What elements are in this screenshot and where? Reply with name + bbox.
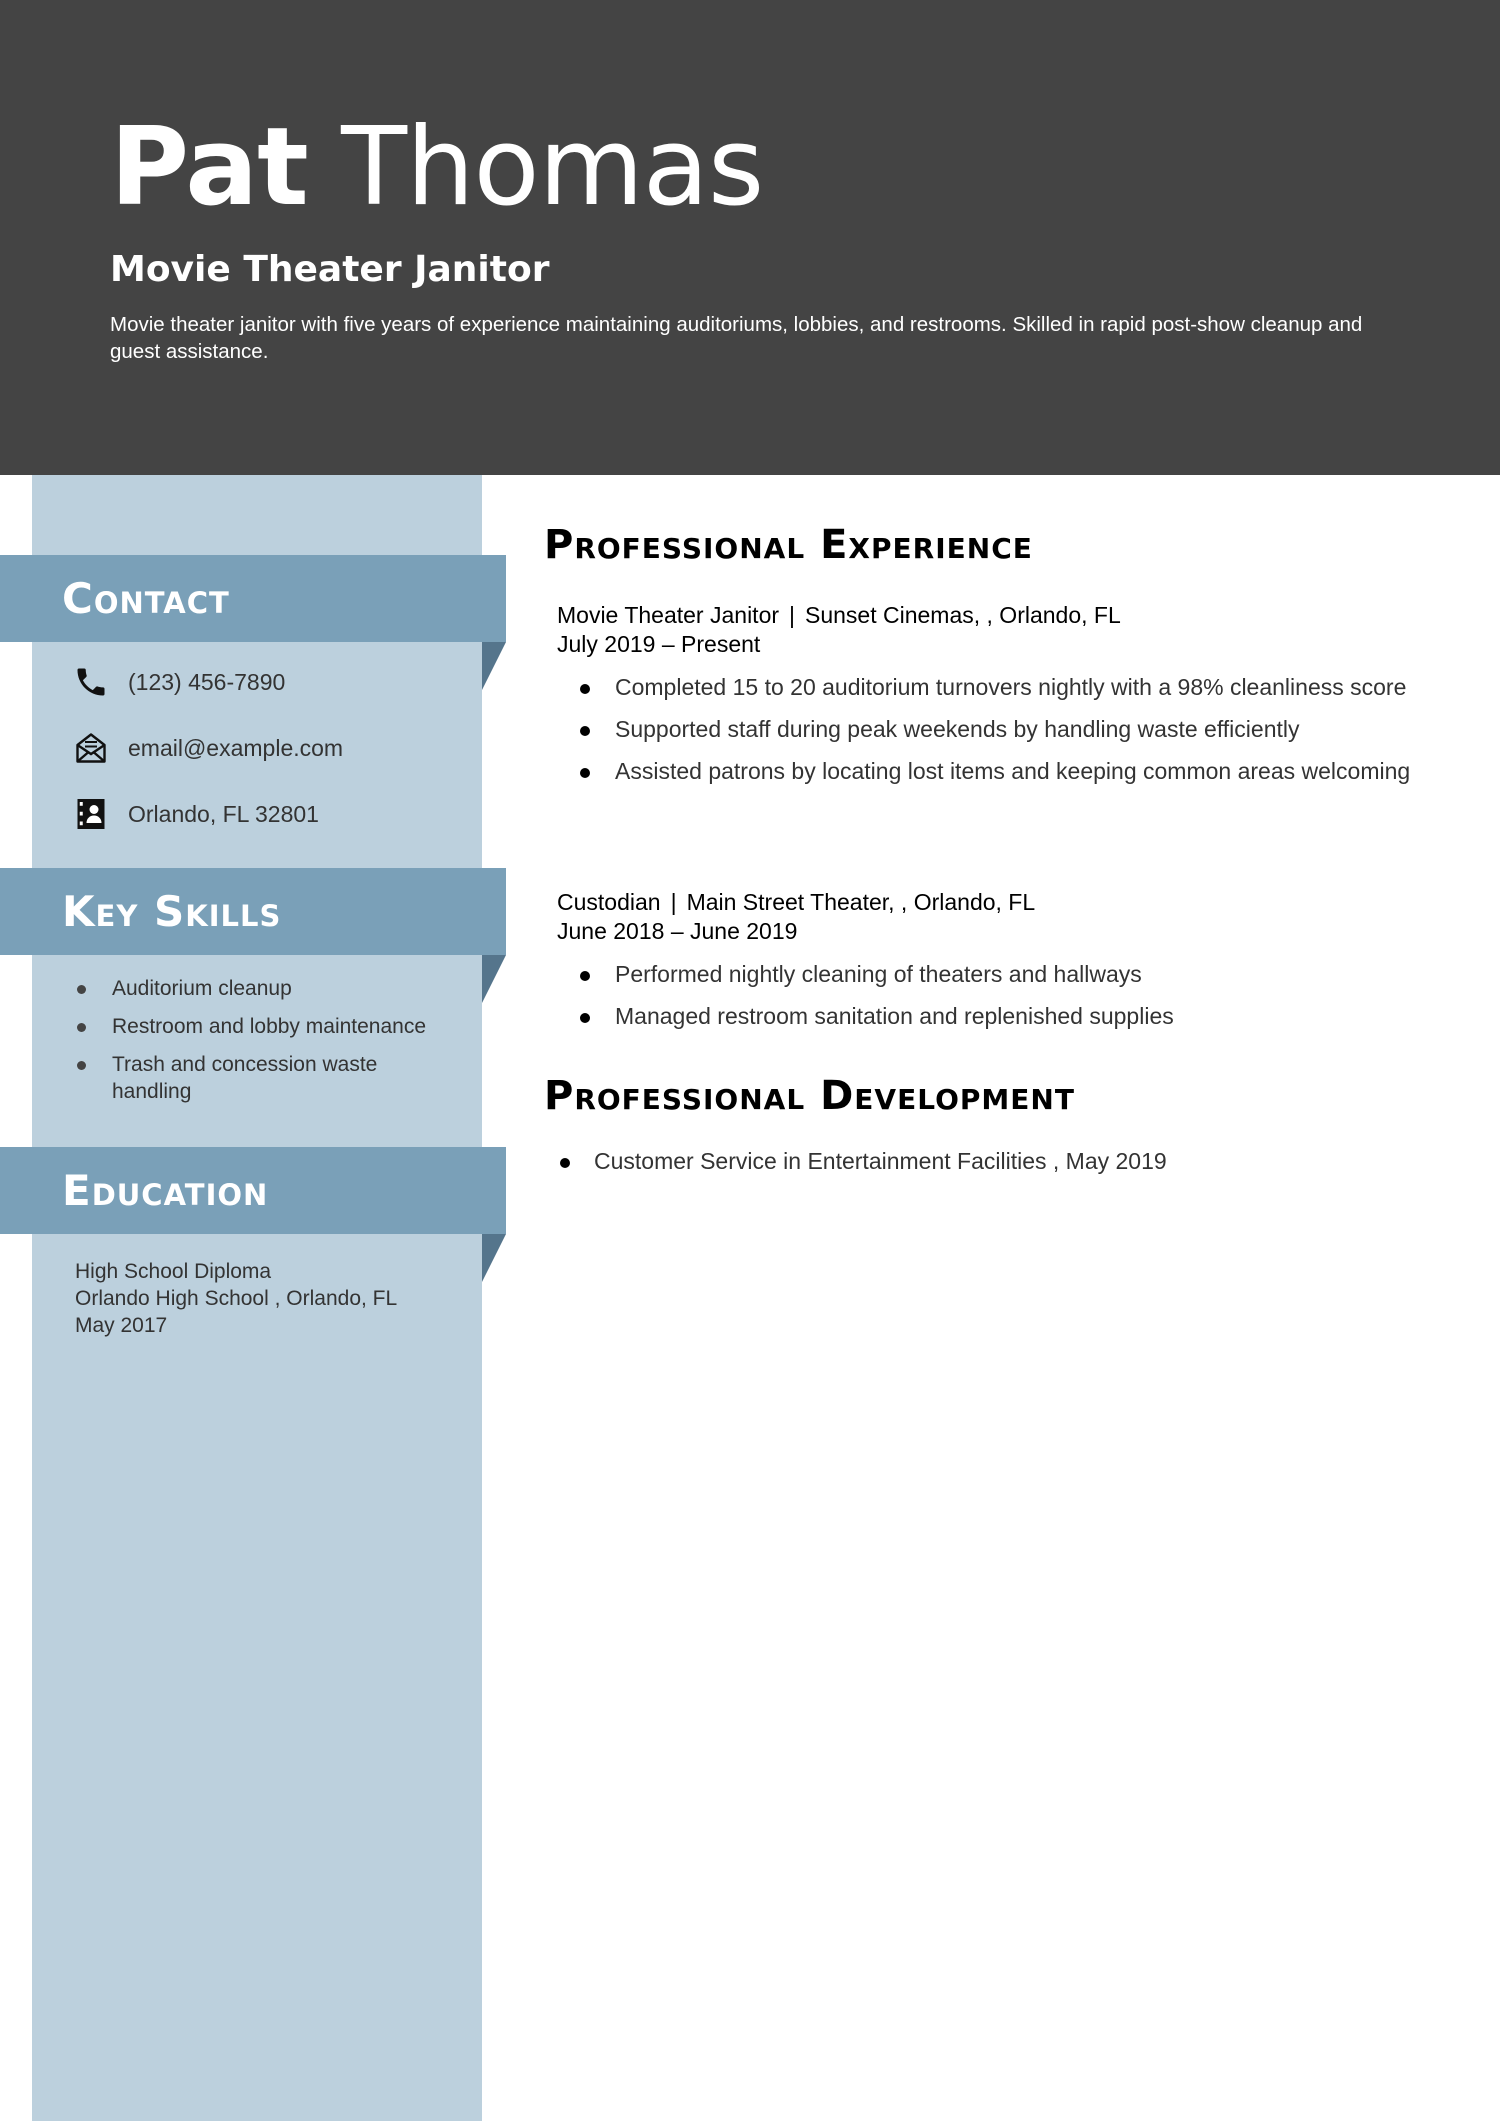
job-bullets [557, 673, 1417, 786]
contact-heading: Contact [62, 574, 230, 623]
phone-icon [72, 663, 110, 701]
job-dates: June 2018 – June 2019 [557, 918, 798, 944]
skill-item: Auditorium cleanup [72, 975, 462, 1002]
education-heading: Education [62, 1166, 269, 1215]
education-band-fold [482, 1234, 506, 1282]
job-heading [557, 888, 1417, 917]
resume-header [0, 0, 1500, 475]
skills-heading-band [0, 868, 506, 955]
education-entry [75, 1258, 465, 1339]
contact-heading-band [0, 555, 506, 642]
skill-item: Restroom and lobby maintenance [72, 1013, 462, 1040]
skill-item: Trash and concession waste handling [72, 1051, 462, 1105]
email-icon [72, 729, 110, 767]
education-heading-band [0, 1147, 506, 1234]
contact-band-fold [482, 642, 506, 690]
job-role: Movie Theater Janitor [557, 602, 780, 628]
address-book-icon [72, 795, 110, 833]
job-company: Main Street Theater, , Orlando, FL [686, 889, 1036, 915]
skills-heading: Key Skills [62, 887, 282, 936]
education-school: Orlando High School , Orlando, FL [75, 1287, 398, 1310]
location-text: Orlando, FL 32801 [128, 800, 319, 827]
job-bullet: Performed nightly cleaning of theaters and hallways [557, 960, 1417, 989]
contact-email [72, 728, 343, 768]
job-bullet: Completed 15 to 20 auditorium turnovers nightly with a 98% cleanliness score [557, 673, 1417, 702]
job-dates: July 2019 – Present [557, 631, 761, 657]
job-title: Movie Theater Janitor [110, 249, 550, 290]
email-text: email@example.com [128, 734, 344, 761]
job-bullets [557, 960, 1417, 1031]
development-item: Customer Service in Entertainment Facilities , May 2019 [557, 1147, 1417, 1176]
phone-text: (123) 456-7890 [128, 668, 286, 695]
job-role: Custodian [557, 889, 661, 915]
last-name: Thomas [341, 105, 764, 230]
candidate-name [110, 105, 764, 230]
job-heading [557, 601, 1417, 630]
first-name: Pat [110, 105, 308, 230]
job-separator: | [670, 889, 677, 915]
contact-phone [72, 662, 285, 702]
job-company: Sunset Cinemas, , Orlando, FL [805, 602, 1121, 628]
job-bullet: Assisted patrons by locating lost items and keeping common areas welcoming [557, 757, 1417, 786]
contact-location [72, 794, 319, 834]
job-bullet: Managed restroom sanitation and replenished supplies [557, 1002, 1417, 1031]
skills-band-fold [482, 955, 506, 1003]
job-bullet: Supported staff during peak weekends by handling waste efficiently [557, 715, 1417, 744]
job-entry [557, 888, 1417, 1044]
summary: Movie theater janitor with five years of experience maintaining auditoriums, lobbies, and restrooms. Skilled in rapid post-show cleanup and guest assistance. [110, 313, 1363, 363]
skills-list [72, 975, 462, 1116]
experience-heading: Professional Experience [544, 522, 1033, 568]
development-list [557, 1147, 1417, 1176]
job-entry [557, 601, 1417, 799]
job-separator: | [789, 602, 795, 628]
education-date: May 2017 [75, 1314, 168, 1337]
development-heading: Professional Development [544, 1073, 1075, 1119]
education-degree: High School Diploma [75, 1260, 272, 1283]
